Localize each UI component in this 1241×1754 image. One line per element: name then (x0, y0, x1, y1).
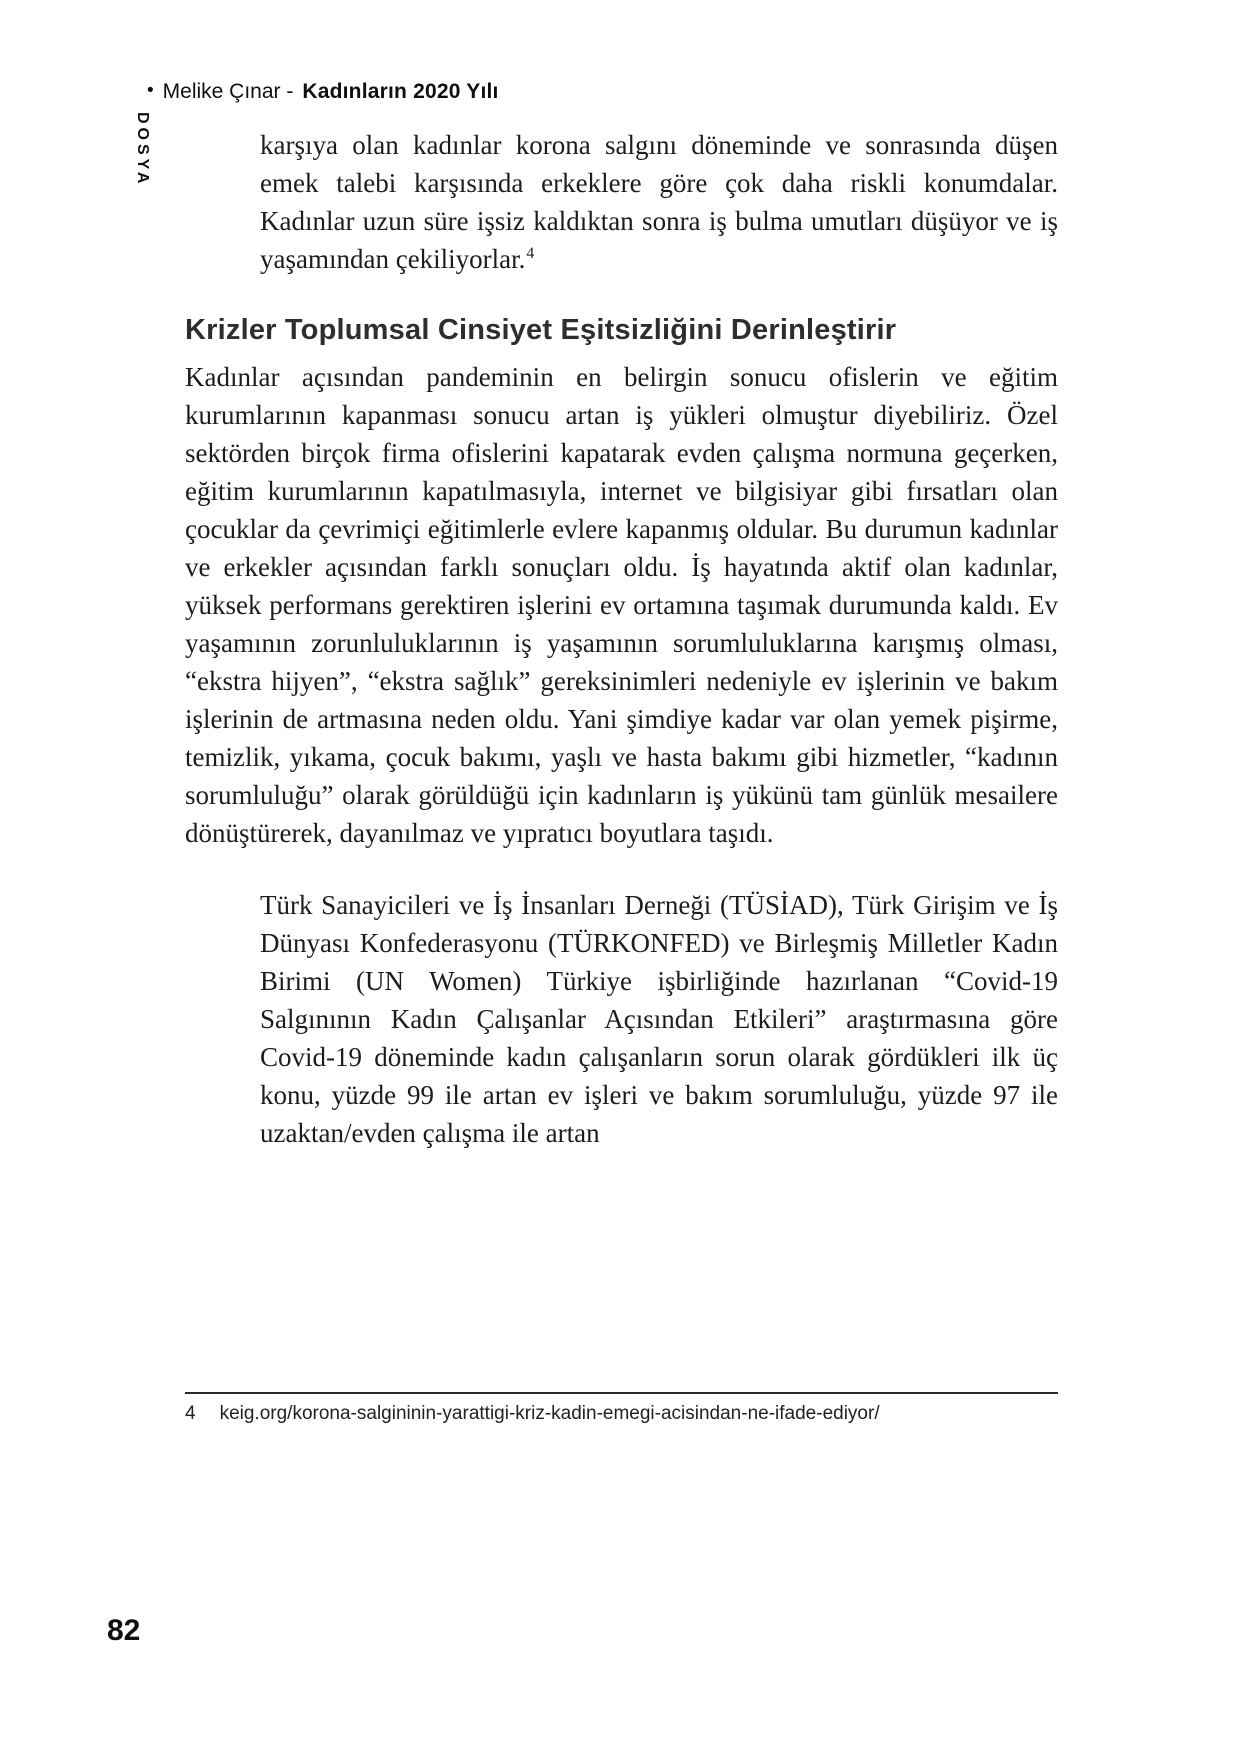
header-author: Melike Çınar - (162, 80, 294, 103)
footnote-divider (185, 1392, 1058, 1394)
footnote-number: 4 (185, 1403, 196, 1424)
footnote-url-text: keig.org/korona-salgininin-yarattigi-kriz-kadin-emegi-acisindan-ne-ifade-ediyor/ (219, 1403, 880, 1424)
section-heading: Krizler Toplumsal Cinsiyet Eşitsizliğini Derinleştirir (185, 314, 897, 346)
header-book-title: Kadınların 2020 Yılı (302, 80, 499, 103)
footnote-reference: 4 (526, 245, 535, 262)
footnote (185, 1403, 1058, 1425)
header-bullet-icon: • (147, 80, 154, 101)
opening-quote-text: karşıya olan kadınlar korona salgını döneminde ve sonrasında düşen emek talebi karşısında erkeklere göre çok daha riskli konumdalar. Kadınlar uzun süre işsiz kaldıktan sonra iş bulma umutları düşüyor ve iş yaşamından çekiliyorlar. (260, 130, 1058, 274)
section-sidebar-label: DOSYA (134, 112, 151, 188)
block-quote: Türk Sanayicileri ve İş İnsanları Derneği (TÜSİAD), Türk Girişim ve İş Dünyası Konfederasyonu (TÜRKONFED) ve Birleşmiş Milletler Kadın Birimi (UN Women) Türkiye işbirliğinde hazırlanan “Covid-19 Salgınının Kadın Çalışanlar Açısından Etkileri” araştırmasına göre Covid-19 döneminde kadın çalışanların sorun olarak gördükleri ilk üç konu, yüzde 99 ile artan ev işleri ve bakım sorumluluğu, yüzde 97 ile uzaktan/evden çalışma ile artan (260, 890, 1058, 1148)
running-header (147, 80, 499, 104)
body-paragraph: Kadınlar açısından pandeminin en belirgin sonucu ofislerin ve eğitim kurumlarının kapanması sonucu artan iş yükleri olmuştur diyebiliriz. Özel sektörden birçok firma ofislerini kapatarak evden çalışma normuna geçerken, eğitim kurumlarının kapatılmasıyla, internet ve bilgisiyar gibi fırsatları olan çocuklar da çevrimiçi eğitimlerle evlere kapanmış oldular. Bu durumun kadınlar ve erkekler açısından farklı sonuçları oldu. İş hayatında aktif olan kadınlar, yüksek performans gerektiren işlerini ev ortamına taşımak durumunda kaldı. Ev yaşamının zorunluluklarının iş yaşamının sorumluluklarına karışmış olması, “ekstra hijyen”, “ekstra sağlık” gereksinimleri nedeniyle ev işlerinin ve bakım işlerinin de artmasına neden oldu. Yani şimdiye kadar var olan yemek pişirme, temizlik, yıkama, çocuk bakımı, yaşlı ve hasta bakımı gibi hizmetler, “kadının sorumluluğu” olarak görüldüğü için kadınların iş yükünü tam günlük mesailere dönüştürerek, dayanılmaz ve yıpratıcı boyutlara taşıdı. (185, 362, 1058, 848)
page-number: 82 (107, 1614, 141, 1647)
opening-block-quote (260, 126, 1058, 278)
text-column (185, 126, 1058, 1152)
footnote-area (185, 1392, 1058, 1425)
